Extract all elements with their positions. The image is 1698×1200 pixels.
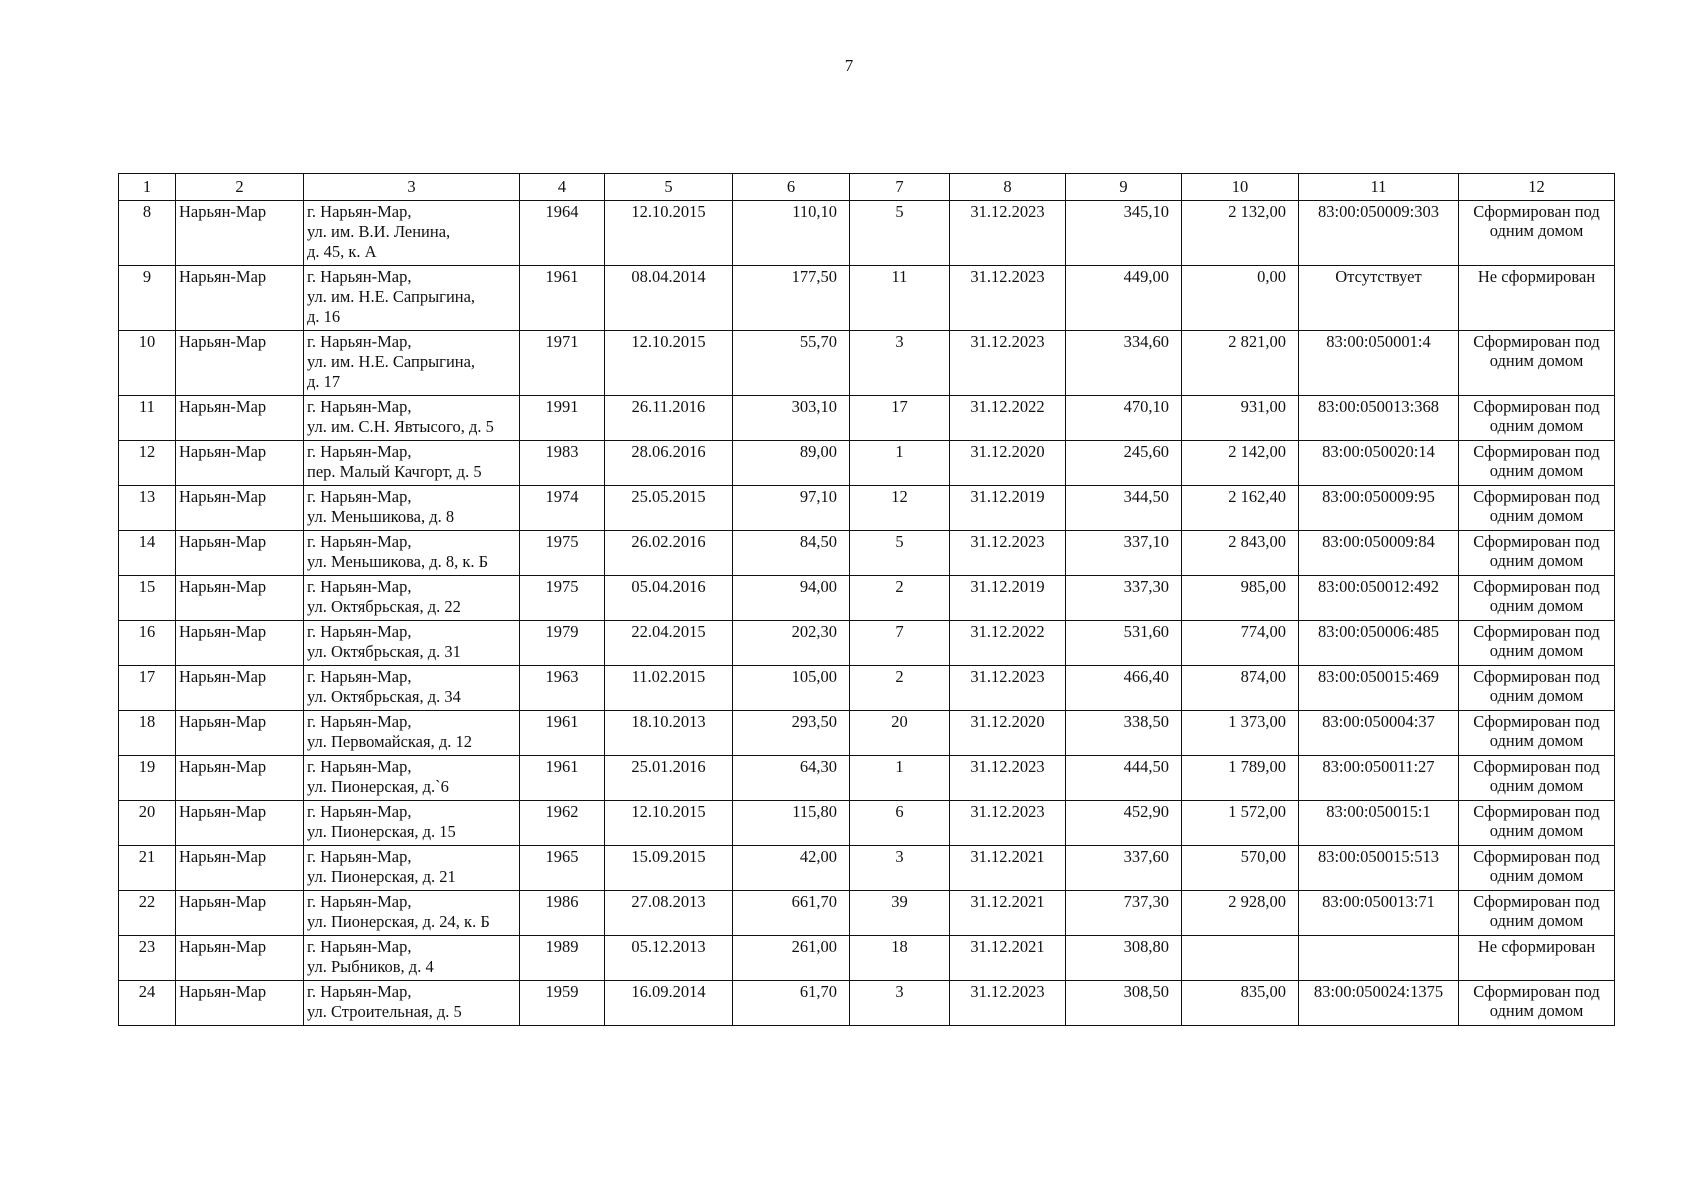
table-row — [119, 396, 1615, 441]
year-cell: 1989 — [520, 936, 605, 981]
year-cell: 1961 — [520, 266, 605, 331]
city-cell: Нарьян-Мар — [176, 396, 304, 441]
value-9-cell: 337,30 — [1066, 576, 1182, 621]
value-9-cell: 337,10 — [1066, 531, 1182, 576]
value-9-cell: 452,90 — [1066, 801, 1182, 846]
land-status-cell: Сформирован под одним домом — [1459, 891, 1615, 936]
plan-date-cell: 31.12.2021 — [950, 846, 1066, 891]
plan-date-cell: 31.12.2020 — [950, 711, 1066, 756]
area-cell: 110,10 — [733, 201, 850, 266]
year-cell: 1971 — [520, 331, 605, 396]
address-cell: г. Нарьян-Мар, ул. Первомайская, д. 12 — [304, 711, 520, 756]
value-10-cell: 570,00 — [1182, 846, 1299, 891]
city-cell: Нарьян-Мар — [176, 441, 304, 486]
land-status-cell: Сформирован под одним домом — [1459, 486, 1615, 531]
value-10-cell: 874,00 — [1182, 666, 1299, 711]
plan-date-cell: 31.12.2023 — [950, 666, 1066, 711]
date-cell: 26.11.2016 — [605, 396, 733, 441]
address-cell: г. Нарьян-Мар, ул. Меньшикова, д. 8, к. Б — [304, 531, 520, 576]
cadastral-number-cell — [1299, 936, 1459, 981]
city-cell: Нарьян-Мар — [176, 576, 304, 621]
plan-date-cell: 31.12.2022 — [950, 621, 1066, 666]
area-cell: 94,00 — [733, 576, 850, 621]
year-cell: 1991 — [520, 396, 605, 441]
residents-cell: 3 — [850, 846, 950, 891]
value-10-cell: 2 162,40 — [1182, 486, 1299, 531]
residents-cell: 12 — [850, 486, 950, 531]
table-row — [119, 486, 1615, 531]
land-status-cell: Сформирован под одним домом — [1459, 756, 1615, 801]
land-status-cell: Сформирован под одним домом — [1459, 666, 1615, 711]
city-cell: Нарьян-Мар — [176, 266, 304, 331]
plan-date-cell: 31.12.2019 — [950, 576, 1066, 621]
area-cell: 61,70 — [733, 981, 850, 1026]
address-cell: г. Нарьян-Мар, ул. Пионерская, д. 21 — [304, 846, 520, 891]
cadastral-number-cell: 83:00:050006:485 — [1299, 621, 1459, 666]
residents-cell: 1 — [850, 441, 950, 486]
address-cell: г. Нарьян-Мар, ул. им. В.И. Ленина, д. 45, к. А — [304, 201, 520, 266]
land-status-cell: Сформирован под одним домом — [1459, 531, 1615, 576]
city-cell: Нарьян-Мар — [176, 201, 304, 266]
value-10-cell: 2 928,00 — [1182, 891, 1299, 936]
value-9-cell: 308,80 — [1066, 936, 1182, 981]
value-9-cell: 466,40 — [1066, 666, 1182, 711]
land-status-cell: Сформирован под одним домом — [1459, 576, 1615, 621]
year-cell: 1964 — [520, 201, 605, 266]
residents-cell: 17 — [850, 396, 950, 441]
residents-cell: 7 — [850, 621, 950, 666]
address-cell: г. Нарьян-Мар, ул. им. С.Н. Явтысого, д. 5 — [304, 396, 520, 441]
column-header-10: 10 — [1182, 174, 1299, 201]
value-10-cell: 2 142,00 — [1182, 441, 1299, 486]
area-cell: 303,10 — [733, 396, 850, 441]
table-row — [119, 981, 1615, 1026]
city-cell: Нарьян-Мар — [176, 531, 304, 576]
residents-cell: 5 — [850, 531, 950, 576]
date-cell: 16.09.2014 — [605, 981, 733, 1026]
residents-cell: 3 — [850, 331, 950, 396]
cadastral-number-cell: 83:00:050013:368 — [1299, 396, 1459, 441]
row-number: 12 — [119, 441, 176, 486]
value-10-cell: 1 789,00 — [1182, 756, 1299, 801]
area-cell: 661,70 — [733, 891, 850, 936]
address-cell: г. Нарьян-Мар, ул. Пионерская, д. 15 — [304, 801, 520, 846]
plan-date-cell: 31.12.2023 — [950, 201, 1066, 266]
value-10-cell: 2 132,00 — [1182, 201, 1299, 266]
column-header-5: 5 — [605, 174, 733, 201]
row-number: 17 — [119, 666, 176, 711]
table-row — [119, 576, 1615, 621]
value-9-cell: 344,50 — [1066, 486, 1182, 531]
year-cell: 1963 — [520, 666, 605, 711]
area-cell: 89,00 — [733, 441, 850, 486]
residents-cell: 1 — [850, 756, 950, 801]
land-status-cell: Не сформирован — [1459, 936, 1615, 981]
column-header-11: 11 — [1299, 174, 1459, 201]
column-header-7: 7 — [850, 174, 950, 201]
plan-date-cell: 31.12.2022 — [950, 396, 1066, 441]
year-cell: 1965 — [520, 846, 605, 891]
city-cell: Нарьян-Мар — [176, 891, 304, 936]
address-cell: г. Нарьян-Мар, ул. Октябрьская, д. 31 — [304, 621, 520, 666]
value-9-cell: 470,10 — [1066, 396, 1182, 441]
address-cell: г. Нарьян-Мар, ул. Пионерская, д. 24, к. Б — [304, 891, 520, 936]
land-status-cell: Не сформирован — [1459, 266, 1615, 331]
city-cell: Нарьян-Мар — [176, 331, 304, 396]
table-row — [119, 936, 1615, 981]
date-cell: 12.10.2015 — [605, 801, 733, 846]
year-cell: 1974 — [520, 486, 605, 531]
table-row — [119, 531, 1615, 576]
value-9-cell: 531,60 — [1066, 621, 1182, 666]
city-cell: Нарьян-Мар — [176, 711, 304, 756]
value-10-cell: 1 572,00 — [1182, 801, 1299, 846]
area-cell: 97,10 — [733, 486, 850, 531]
cadastral-number-cell: 83:00:050004:37 — [1299, 711, 1459, 756]
value-10-cell: 0,00 — [1182, 266, 1299, 331]
land-status-cell: Сформирован под одним домом — [1459, 621, 1615, 666]
residents-cell: 20 — [850, 711, 950, 756]
land-status-cell: Сформирован под одним домом — [1459, 331, 1615, 396]
residents-cell: 39 — [850, 891, 950, 936]
value-10-cell — [1182, 936, 1299, 981]
table-row — [119, 666, 1615, 711]
residents-cell: 3 — [850, 981, 950, 1026]
plan-date-cell: 31.12.2019 — [950, 486, 1066, 531]
plan-date-cell: 31.12.2023 — [950, 266, 1066, 331]
date-cell: 11.02.2015 — [605, 666, 733, 711]
city-cell: Нарьян-Мар — [176, 486, 304, 531]
table-row — [119, 621, 1615, 666]
cadastral-number-cell: 83:00:050020:14 — [1299, 441, 1459, 486]
row-number: 9 — [119, 266, 176, 331]
table-row — [119, 891, 1615, 936]
plan-date-cell: 31.12.2020 — [950, 441, 1066, 486]
value-9-cell: 737,30 — [1066, 891, 1182, 936]
area-cell: 115,80 — [733, 801, 850, 846]
date-cell: 27.08.2013 — [605, 891, 733, 936]
row-number: 11 — [119, 396, 176, 441]
address-cell: г. Нарьян-Мар, ул. Октябрьская, д. 22 — [304, 576, 520, 621]
land-status-cell: Сформирован под одним домом — [1459, 396, 1615, 441]
year-cell: 1962 — [520, 801, 605, 846]
address-cell: г. Нарьян-Мар, ул. Строительная, д. 5 — [304, 981, 520, 1026]
row-number: 23 — [119, 936, 176, 981]
row-number: 19 — [119, 756, 176, 801]
plan-date-cell: 31.12.2021 — [950, 891, 1066, 936]
address-cell: г. Нарьян-Мар, пер. Малый Качгорт, д. 5 — [304, 441, 520, 486]
value-10-cell: 1 373,00 — [1182, 711, 1299, 756]
table-row — [119, 441, 1615, 486]
year-cell: 1961 — [520, 756, 605, 801]
address-cell: г. Нарьян-Мар, ул. Меньшикова, д. 8 — [304, 486, 520, 531]
value-9-cell: 308,50 — [1066, 981, 1182, 1026]
year-cell: 1986 — [520, 891, 605, 936]
city-cell: Нарьян-Мар — [176, 981, 304, 1026]
column-header-12: 12 — [1459, 174, 1615, 201]
table-row — [119, 201, 1615, 266]
date-cell: 05.04.2016 — [605, 576, 733, 621]
date-cell: 08.04.2014 — [605, 266, 733, 331]
value-10-cell: 931,00 — [1182, 396, 1299, 441]
land-status-cell: Сформирован под одним домом — [1459, 441, 1615, 486]
date-cell: 22.04.2015 — [605, 621, 733, 666]
land-status-cell: Сформирован под одним домом — [1459, 846, 1615, 891]
table-row — [119, 711, 1615, 756]
table-body — [119, 201, 1615, 1026]
value-9-cell: 337,60 — [1066, 846, 1182, 891]
year-cell: 1959 — [520, 981, 605, 1026]
table-row — [119, 266, 1615, 331]
row-number: 15 — [119, 576, 176, 621]
year-cell: 1975 — [520, 576, 605, 621]
cadastral-number-cell: 83:00:050011:27 — [1299, 756, 1459, 801]
area-cell: 202,30 — [733, 621, 850, 666]
city-cell: Нарьян-Мар — [176, 801, 304, 846]
residents-cell: 6 — [850, 801, 950, 846]
year-cell: 1983 — [520, 441, 605, 486]
column-header-9: 9 — [1066, 174, 1182, 201]
address-cell: г. Нарьян-Мар, ул. Пионерская, д.`6 — [304, 756, 520, 801]
area-cell: 105,00 — [733, 666, 850, 711]
address-cell: г. Нарьян-Мар, ул. им. Н.Е. Сапрыгина, д. 16 — [304, 266, 520, 331]
row-number: 24 — [119, 981, 176, 1026]
column-header-2: 2 — [176, 174, 304, 201]
cadastral-number-cell: 83:00:050009:95 — [1299, 486, 1459, 531]
cadastral-number-cell: 83:00:050015:1 — [1299, 801, 1459, 846]
cadastral-number-cell: 83:00:050001:4 — [1299, 331, 1459, 396]
table-row — [119, 756, 1615, 801]
plan-date-cell: 31.12.2023 — [950, 981, 1066, 1026]
city-cell: Нарьян-Мар — [176, 936, 304, 981]
cadastral-number-cell: 83:00:050013:71 — [1299, 891, 1459, 936]
value-9-cell: 444,50 — [1066, 756, 1182, 801]
table-header-row — [119, 174, 1615, 201]
plan-date-cell: 31.12.2023 — [950, 331, 1066, 396]
column-header-8: 8 — [950, 174, 1066, 201]
area-cell: 42,00 — [733, 846, 850, 891]
row-number: 14 — [119, 531, 176, 576]
year-cell: 1961 — [520, 711, 605, 756]
value-9-cell: 449,00 — [1066, 266, 1182, 331]
row-number: 16 — [119, 621, 176, 666]
date-cell: 26.02.2016 — [605, 531, 733, 576]
address-cell: г. Нарьян-Мар, ул. им. Н.Е. Сапрыгина, д. 17 — [304, 331, 520, 396]
column-header-6: 6 — [733, 174, 850, 201]
city-cell: Нарьян-Мар — [176, 756, 304, 801]
cadastral-number-cell: 83:00:050015:469 — [1299, 666, 1459, 711]
value-9-cell: 345,10 — [1066, 201, 1182, 266]
table-row — [119, 331, 1615, 396]
value-10-cell: 774,00 — [1182, 621, 1299, 666]
row-number: 21 — [119, 846, 176, 891]
value-9-cell: 338,50 — [1066, 711, 1182, 756]
value-9-cell: 334,60 — [1066, 331, 1182, 396]
date-cell: 05.12.2013 — [605, 936, 733, 981]
city-cell: Нарьян-Мар — [176, 846, 304, 891]
table-row — [119, 846, 1615, 891]
residents-cell: 11 — [850, 266, 950, 331]
cadastral-number-cell: 83:00:050009:84 — [1299, 531, 1459, 576]
date-cell: 25.05.2015 — [605, 486, 733, 531]
column-header-3: 3 — [304, 174, 520, 201]
land-status-cell: Сформирован под одним домом — [1459, 981, 1615, 1026]
area-cell: 261,00 — [733, 936, 850, 981]
address-cell: г. Нарьян-Мар, ул. Рыбников, д. 4 — [304, 936, 520, 981]
area-cell: 55,70 — [733, 331, 850, 396]
date-cell: 12.10.2015 — [605, 331, 733, 396]
date-cell: 15.09.2015 — [605, 846, 733, 891]
cadastral-number-cell: Отсутствует — [1299, 266, 1459, 331]
area-cell: 64,30 — [733, 756, 850, 801]
plan-date-cell: 31.12.2021 — [950, 936, 1066, 981]
residents-cell: 2 — [850, 666, 950, 711]
residents-cell: 5 — [850, 201, 950, 266]
row-number: 13 — [119, 486, 176, 531]
cadastral-number-cell: 83:00:050012:492 — [1299, 576, 1459, 621]
table-row — [119, 801, 1615, 846]
year-cell: 1975 — [520, 531, 605, 576]
column-header-1: 1 — [119, 174, 176, 201]
cadastral-number-cell: 83:00:050009:303 — [1299, 201, 1459, 266]
area-cell: 177,50 — [733, 266, 850, 331]
value-10-cell: 2 843,00 — [1182, 531, 1299, 576]
land-status-cell: Сформирован под одним домом — [1459, 201, 1615, 266]
column-header-4: 4 — [520, 174, 605, 201]
residents-cell: 2 — [850, 576, 950, 621]
row-number: 8 — [119, 201, 176, 266]
cadastral-number-cell: 83:00:050015:513 — [1299, 846, 1459, 891]
city-cell: Нарьян-Мар — [176, 666, 304, 711]
plan-date-cell: 31.12.2023 — [950, 756, 1066, 801]
land-status-cell: Сформирован под одним домом — [1459, 711, 1615, 756]
page-number: 7 — [844, 56, 854, 75]
row-number: 20 — [119, 801, 176, 846]
value-9-cell: 245,60 — [1066, 441, 1182, 486]
row-number: 18 — [119, 711, 176, 756]
date-cell: 18.10.2013 — [605, 711, 733, 756]
plan-date-cell: 31.12.2023 — [950, 531, 1066, 576]
row-number: 22 — [119, 891, 176, 936]
value-10-cell: 835,00 — [1182, 981, 1299, 1026]
address-cell: г. Нарьян-Мар, ул. Октябрьская, д. 34 — [304, 666, 520, 711]
area-cell: 293,50 — [733, 711, 850, 756]
cadastral-number-cell: 83:00:050024:1375 — [1299, 981, 1459, 1026]
value-10-cell: 2 821,00 — [1182, 331, 1299, 396]
city-cell: Нарьян-Мар — [176, 621, 304, 666]
row-number: 10 — [119, 331, 176, 396]
date-cell: 28.06.2016 — [605, 441, 733, 486]
land-status-cell: Сформирован под одним домом — [1459, 801, 1615, 846]
date-cell: 12.10.2015 — [605, 201, 733, 266]
value-10-cell: 985,00 — [1182, 576, 1299, 621]
housing-table — [118, 173, 1615, 1026]
residents-cell: 18 — [850, 936, 950, 981]
area-cell: 84,50 — [733, 531, 850, 576]
plan-date-cell: 31.12.2023 — [950, 801, 1066, 846]
date-cell: 25.01.2016 — [605, 756, 733, 801]
year-cell: 1979 — [520, 621, 605, 666]
